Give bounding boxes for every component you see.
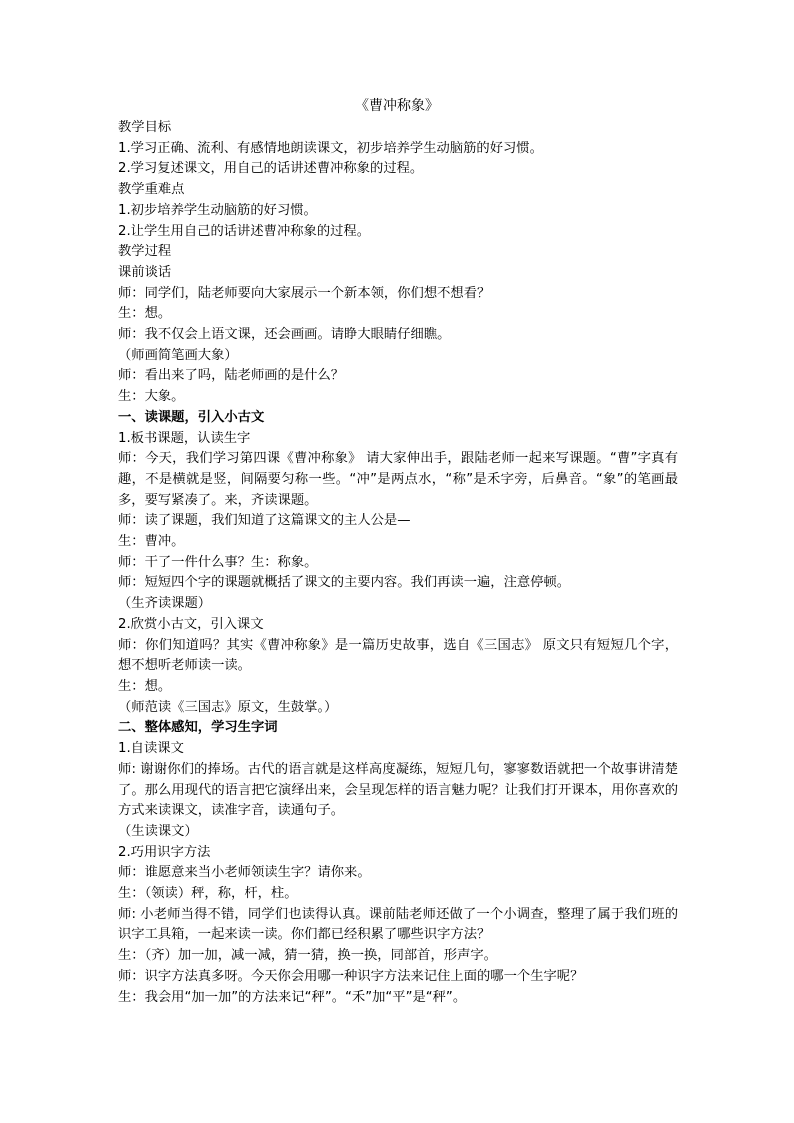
paragraph: （师画简笔画大象） xyxy=(118,347,238,363)
paragraph: 生：想。 xyxy=(118,678,172,694)
paragraph: 师：谁愿意来当小老师领读生字？请你来。 xyxy=(118,865,371,881)
paragraph: 师：我不仅会上语文课，还会画画。请睁大眼睛仔细瞧。 xyxy=(118,327,451,343)
paragraph: 师: 小老师当得不错，同学们也读得认真。课前陆老师还做了一个小调查，整理了属于我们班的识字工具箱，一起来读一读。你们都已经积累了哪些识字方法？ xyxy=(118,906,678,943)
paragraph: （师范读《三国志》原文，生鼓掌。） xyxy=(118,699,338,715)
paragraph: 师：读了课题，我们知道了这篇课文的主人公是— xyxy=(118,513,411,529)
paragraph: （生齐读课题） xyxy=(118,596,212,612)
paragraph: 1.学习正确、流利、有感情地朗读课文，初步培养学生动脑筋的好习惯。 xyxy=(118,140,543,156)
document-body xyxy=(118,118,678,1008)
paragraph: 生：（领读）秤，称，杆，柱。 xyxy=(118,886,298,902)
paragraph: 教学过程 xyxy=(118,244,172,260)
section-heading: 二、整体感知，学习生字词 xyxy=(118,720,278,736)
paragraph: （生读课文） xyxy=(118,823,198,839)
paragraph: 生：曹冲。 xyxy=(118,534,185,550)
paragraph: 师: 谢谢你们的捧场。古代的语言就是这样高度凝练，短短几句，寥寥数语就把一个故事讲清楚了。那么用现代的语言把它演绎出来，会呈现怎样的语言魅力呢？让我们打开课本，用你喜欢的方式来读课文，读准字音，读通句子。 xyxy=(118,761,678,819)
paragraph: 生：想。 xyxy=(118,306,172,322)
section-heading: 一、读课题，引入小古文 xyxy=(118,409,265,425)
paragraph: 师：短短四个字的课题就概括了课文的主要内容。我们再读一遍，注意停顿。 xyxy=(118,575,571,591)
paragraph: 师：今天，我们学习第四课《曹冲称象》 请大家伸出手，跟陆老师一起来写课题。“曹”字真有趣，不是横就是竖，间隔要匀称一些。“冲”是两点水，“称”是禾字旁，后鼻音。“象”的笔画最多，要写紧凑了。来，齐读课题。 xyxy=(118,451,678,508)
paragraph: 师：识字方法真多呀。今天你会用哪一种识字方法来记住上面的哪一个生字呢？ xyxy=(118,968,584,984)
paragraph: 师：干了一件什么事？生：称象。 xyxy=(118,554,318,570)
paragraph: 1.初步培养学生动脑筋的好习惯。 xyxy=(118,202,317,218)
paragraph: 教学目标 xyxy=(118,120,172,135)
paragraph: 课前谈话 xyxy=(118,264,172,280)
paragraph: 生：（齐）加一加，减一减，猜一猜，换一换，同部首，形声字。 xyxy=(118,948,497,964)
paragraph: 师：同学们，陆老师要向大家展示一个新本领，你们想不想看？ xyxy=(118,285,491,301)
paragraph: 1.自读课文 xyxy=(118,741,184,757)
paragraph: 2.巧用识字方法 xyxy=(118,844,211,860)
paragraph: 2.让学生用自己的话讲述曹冲称象的过程。 xyxy=(118,223,371,239)
paragraph: 生：我会用“加一加”的方法来记“秤”。“禾”加“平”是“秤”。 xyxy=(118,989,467,1005)
document-title: 《曹冲称象》 xyxy=(355,98,439,114)
paragraph: 1.板书课题，认读生字 xyxy=(118,430,251,446)
paragraph: 2.学习复述课文，用自己的话讲述曹冲称象的过程。 xyxy=(118,161,424,177)
paragraph: 生：大象。 xyxy=(118,389,185,405)
paragraph: 2.欣赏小古文，引入课文 xyxy=(118,616,264,632)
paragraph: 师：看出来了吗，陆老师画的是什么？ xyxy=(118,368,345,384)
paragraph: 师：你们知道吗？其实《曹冲称象》是一篇历史故事，选自《三国志》 原文只有短短几个字，想不想听老师读一读。 xyxy=(118,637,678,674)
paragraph: 教学重难点 xyxy=(118,182,185,198)
